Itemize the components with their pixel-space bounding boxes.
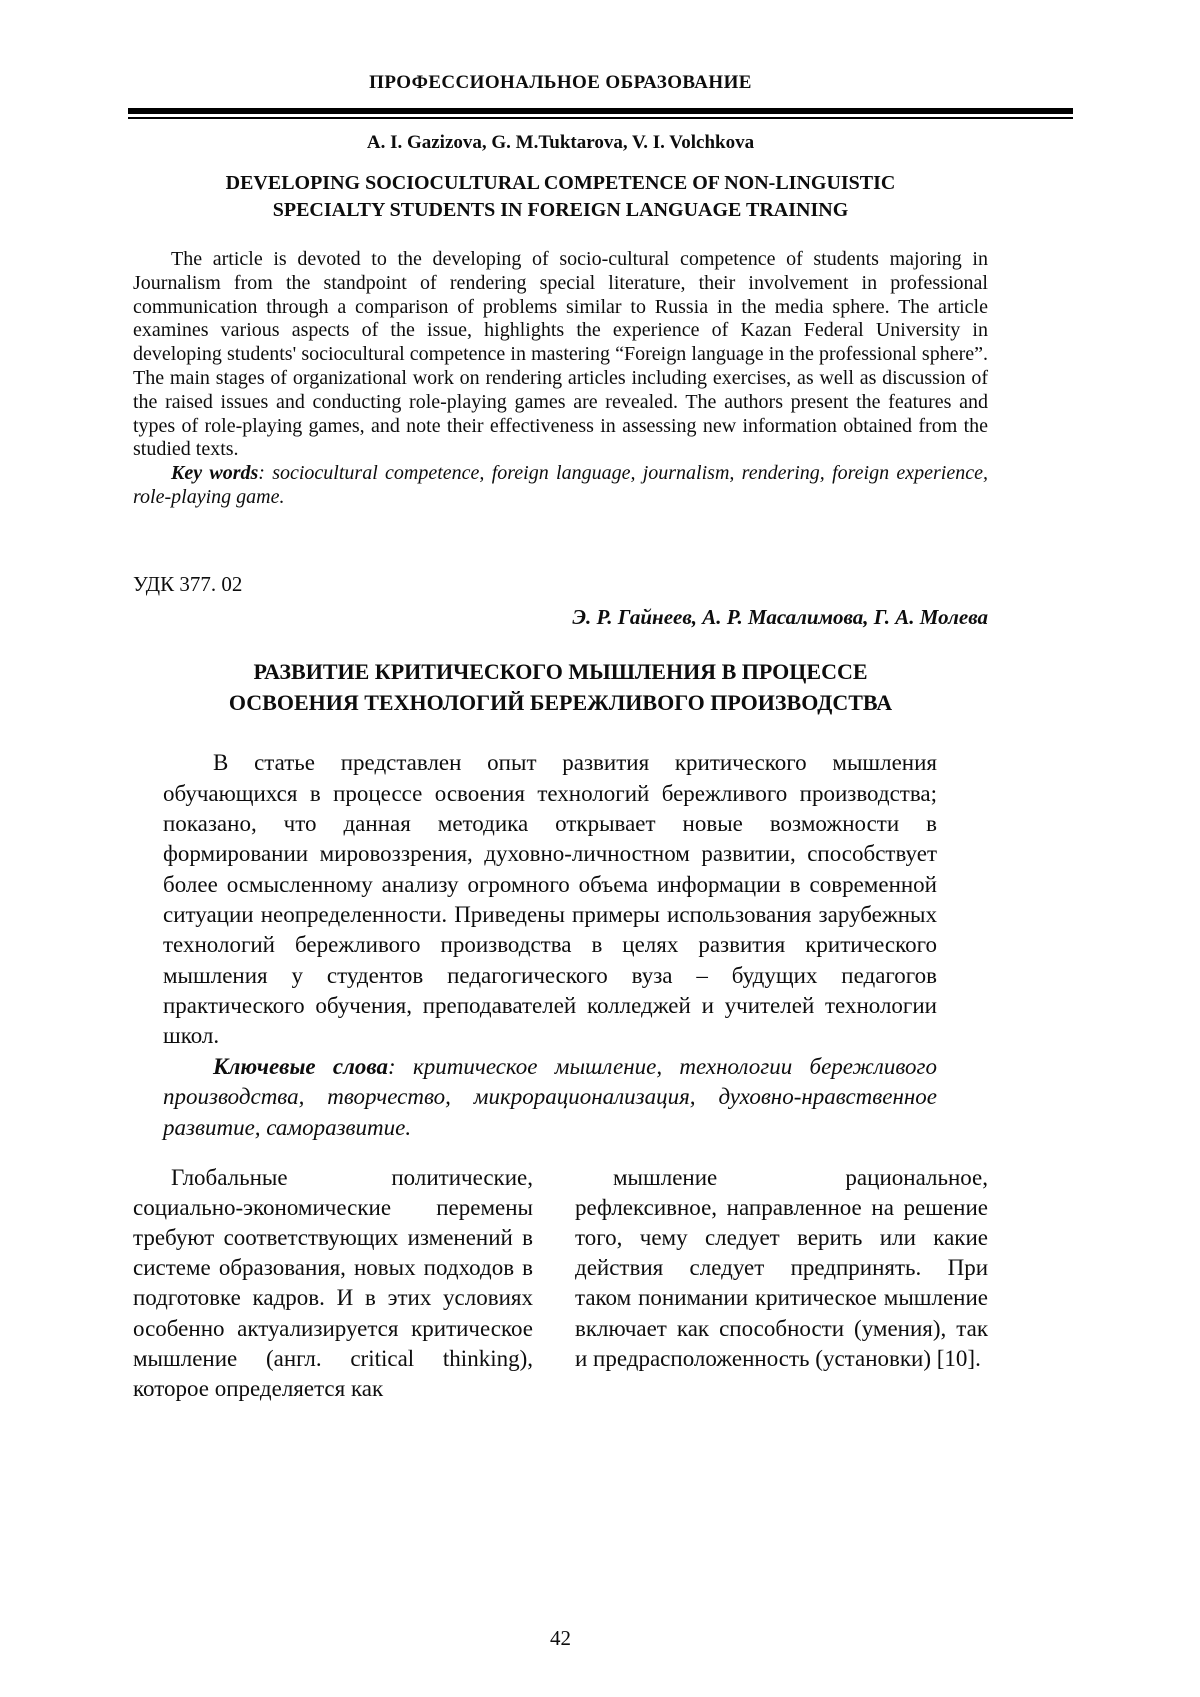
header-divider [128, 108, 1073, 119]
keywords-text-russian: : критическое мышление, технологии бережливого производства, творчество, микрорационализация, духовно-нравственное развитие, саморазвитие. [163, 1053, 937, 1140]
keywords-russian [163, 1052, 937, 1143]
body-column-left [133, 1163, 533, 1404]
authors-russian: Э. Р. Гайнеев, А. Р. Масалимова, Г. А. Молева [572, 604, 988, 629]
header-rule-thin [128, 117, 1073, 119]
body-paragraph-left: Глобальные политические, социально-экономические перемены требуют соответствующих изменений в системе образования, новых подходов в подготовке кадров. И в этих условиях особенно актуализируется критическое мышление (англ. critical thinking), которое определяется как [133, 1164, 533, 1401]
running-head: ПРОФЕССИОНАЛЬНОЕ ОБРАЗОВАНИЕ [369, 72, 752, 93]
abstract-russian: В статье представлен опыт развития критического мышления обучающихся в процессе освоения технологий бережливого производства; показано, что данная методика открывает новые возможности в формировании мировоззрения, духовно-личностном развитии, способствует более осмысленному анализу огромного объема информации в современной ситуации неопределенности. Приведены примеры использования зарубежных технологий бережливого производства в целях развития критического мышления у студентов педагогического вуза – будущих педагогов практического обучения, преподавателей колледжей и учителей технологии школ. [163, 750, 937, 1049]
page-content [133, 72, 988, 1404]
authors-english: А. I. Gazizova, G. M.Tuktarova, V. I. Volchkova [366, 132, 755, 153]
body-paragraph-right: мышление рациональное, рефлексивное, направленное на решение того, чему следует верить или какие действия следует предпринять. При таком понимании критическое мышление включает как способности (умения), так и предрасположенность (установки) [10]. [575, 1164, 988, 1371]
keywords-english [133, 462, 988, 510]
abstract-english: The article is devoted to the developing of socio-cultural competence of students majoring in Journalism from the standpoint of rendering special literature, their involvement in professional communication through a comparison of problems similar to Russia in the media sphere. The article examines various aspects of the issue, highlights the experience of Kazan Federal University in developing students' sociocultural competence in mastering “Foreign language in the professional sphere”. The main stages of organizational work on rendering articles including exercises, as well as discussion of the raised issues and conducting role-playing games are revealed. The authors present the features and types of role-playing games, and note their effectiveness in assessing new information obtained from the studied texts. [133, 248, 988, 461]
page-number: 42 [550, 1626, 571, 1650]
keywords-label-russian: Ключевые слова [213, 1053, 389, 1079]
body-column-right [575, 1163, 988, 1404]
keywords-text-english: : sociocultural competence, foreign language, journalism, rendering, foreign experience, role-playing game. [133, 462, 988, 508]
body-two-columns [133, 1163, 988, 1404]
udc-number: УДК 377. 02 [133, 571, 243, 596]
header-rule-thick [128, 108, 1073, 114]
article-title-russian: РАЗВИТИЕ КРИТИЧЕСКОГО МЫШЛЕНИЯ В ПРОЦЕССЕ ОСВОЕНИЯ ТЕХНОЛОГИЙ БЕРЕЖЛИВОГО ПРОИЗВОДСТВА [228, 658, 893, 715]
article-title-english: DEVELOPING SOCIOCULTURAL COMPETENCE OF NON-LINGUISTIC SPECIALTY STUDENTS IN FOREIGN LANGUAGE TRAINING [225, 172, 896, 221]
keywords-label-english: Key words [171, 462, 259, 485]
